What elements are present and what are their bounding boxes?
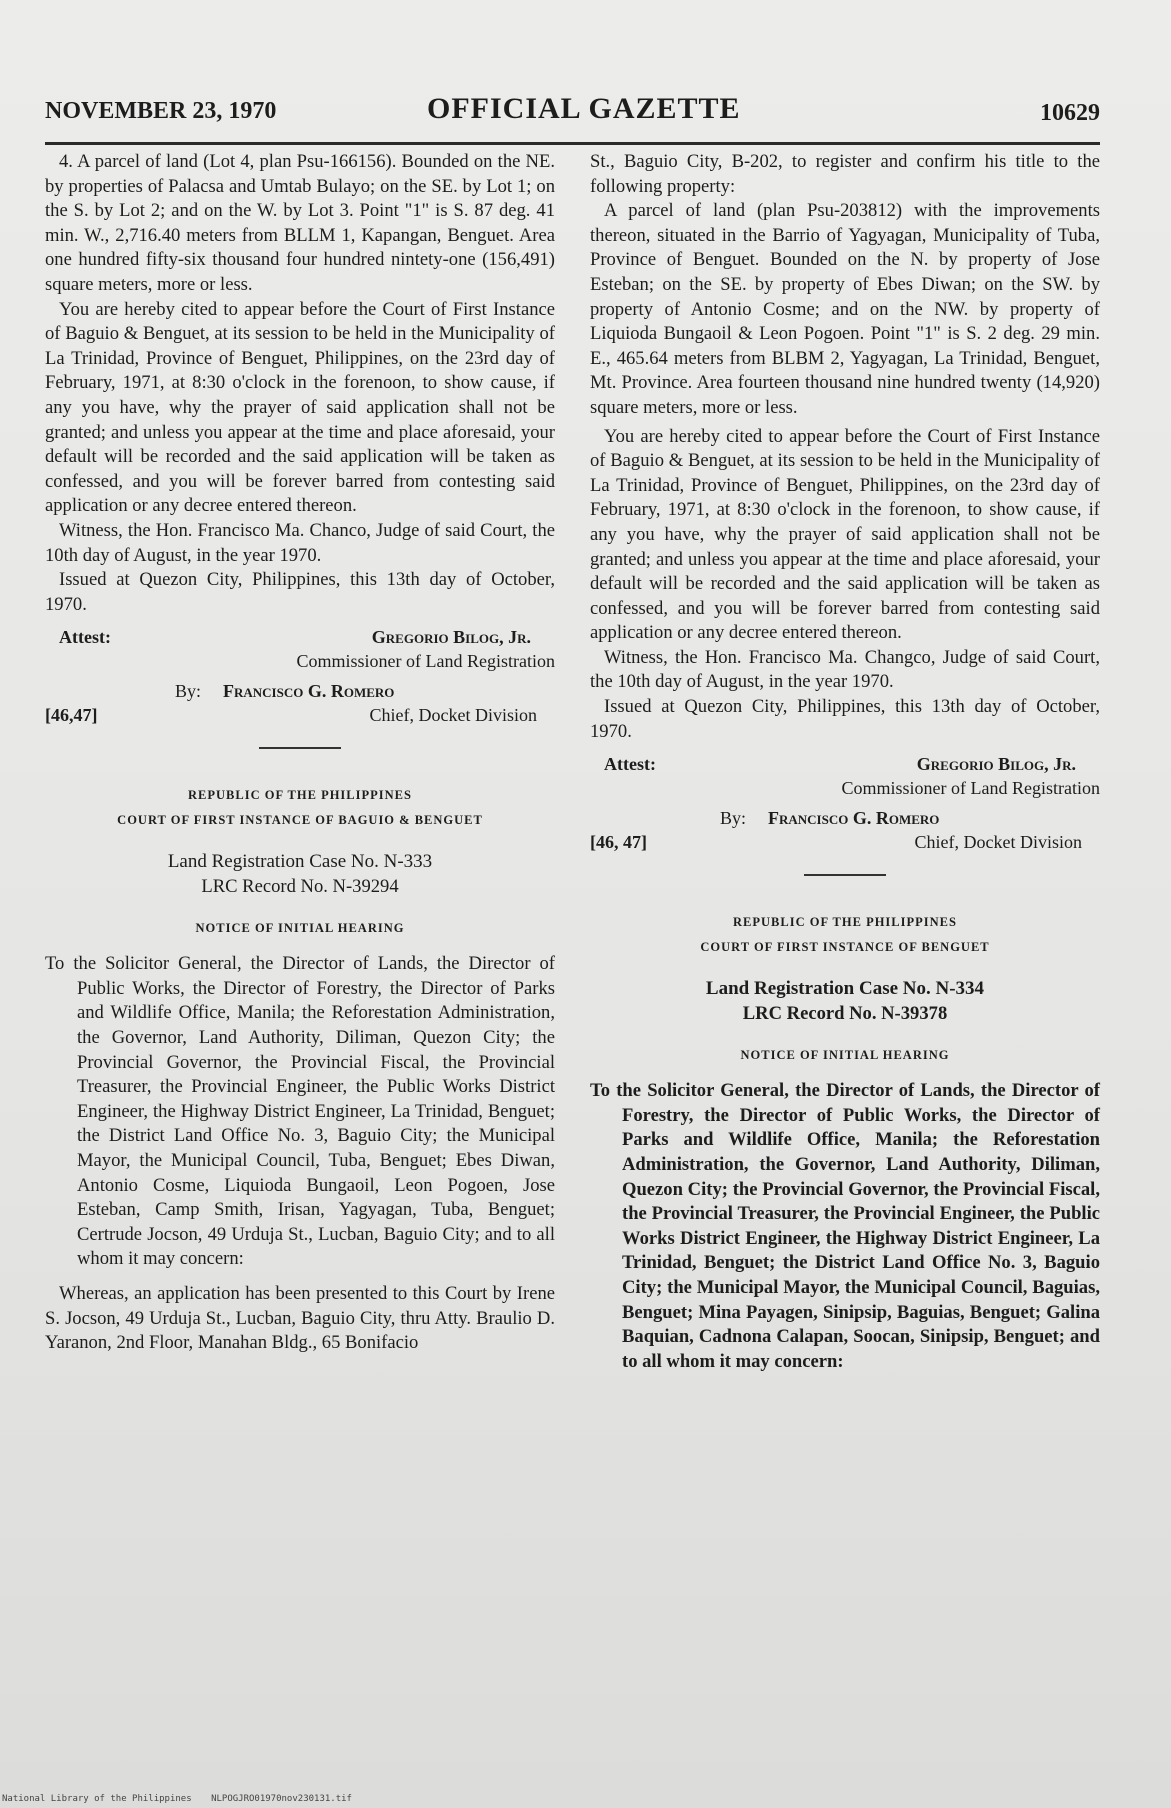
notice-title: NOTICE OF INITIAL HEARING	[195, 920, 405, 935]
reference-code: [46,47]	[45, 705, 98, 726]
issued-paragraph: Issued at Quezon City, Philippines, this 13th day of October, 1970.	[590, 696, 1100, 742]
lot-description: 4. A parcel of land (Lot 4, plan Psu-166156). Bounded on the NE. by properties of Palacsa and Umtab Bulayo; on the SE. by Lot 1; on the S. by Lot 2; and on the W. by Lot 3. Point "1" is S. 87 deg. 41 min. W., 2,716.40 meters from BLLM 1, Kapangan, Benguet. Area one hundred fifty-six thousand four hundred nintety-one (156,491) square meters, more or less.	[45, 151, 555, 295]
attest-label: Attest:	[604, 754, 656, 775]
by-label: By:	[720, 808, 747, 829]
case-number: Land Registration Case No. N-334	[705, 978, 985, 1000]
by-label: By:	[175, 681, 202, 702]
addressees-paragraph: To the Solicitor General, the Director of Lands, the Director of Forestry, the Director of Public Works, the Director of Parks and Wildlife Office, Manila; the Reforestation Administration, the Governor, Land Authority, Diliman, Quezon City; the Provincial Governor, the Provincial Fiscal, the Provincial Treasurer, the Provincial Engineer, the Public Works District Engineer, the Highway District Engineer, La Trinidad, Benguet; the District Land Office No. 3, Baguio City; the Municipal Mayor, the Municipal Council, Baguias, Benguet; Mina Payagen, Sinipsip, Baguias, Benguet; Galina Baquian, Cadnona Calapan, Soocan, Sinipsip, Benguet; and to all whom it may concern:	[590, 1080, 1100, 1372]
chief-title: Chief, Docket Division	[914, 832, 1082, 853]
lrc-record-number: LRC Record No. N-39294	[201, 876, 399, 898]
case-number: Land Registration Case No. N-333	[167, 851, 433, 873]
page-number: 10629	[1040, 100, 1100, 126]
citation-paragraph: You are hereby cited to appear before the Court of First Instance of Baguio & Benguet, at its session to be held in the Municipality of La Trinidad, Province of Benguet, Philippines, on the 23rd day of February, 1971, at 8:30 o'clock in the forenoon, to show cause, if any you have, why the prayer of said application shall not be granted; and unless you appear at the time and place aforesaid, your default will be recorded and the said application will be taken as confessed, and you will be forever barred from contesting said application or any decree entered thereon.	[45, 298, 555, 517]
left-column	[45, 150, 555, 1356]
library-credit: National Library of the Philippines	[2, 1794, 192, 1804]
attest-label: Attest:	[59, 627, 111, 648]
issued-paragraph: Issued at Quezon City, Philippines, this 13th day of October, 1970.	[45, 569, 555, 615]
citation-paragraph: You are hereby cited to appear before the Court of First Instance of Baguio & Benguet, at its session to be held in the Municipality of La Trinidad, Province of Benguet, Philippines, on the 23rd day of February, 1971, at 8:30 o'clock in the forenoon, to show cause, if any you have, why the prayer of said application shall not be granted; and unless you appear at the time and place aforesaid, your default will be recorded and the said application will be taken as confessed, and you will be forever barred from contesting said application or any decree entered thereon.	[590, 425, 1100, 644]
court-heading: COURT OF FIRST INSTANCE OF BENGUET	[700, 939, 990, 954]
right-column	[590, 150, 1100, 1374]
chief-title: Chief, Docket Division	[369, 705, 537, 726]
attest-block	[45, 625, 555, 726]
scan-filename: NLPOGJRO01970nov230131.tif	[211, 1794, 352, 1804]
section-separator	[259, 747, 341, 749]
page-header	[45, 92, 1100, 132]
whereas-paragraph: Whereas, an application has been presented to this Court by Irene S. Jocson, 49 Urduja St., Lucban, Baguio City, thru Atty. Braulio D. Yaranon, 2nd Floor, Manahan Bldg., 65 Bonifacio	[45, 1282, 555, 1354]
commissioner-name: Gregorio Bilog, Jr.	[371, 627, 531, 648]
republic-heading: REPUBLIC OF THE PHILIPPINES	[733, 915, 957, 930]
section-separator	[804, 874, 886, 876]
addressees-paragraph: To the Solicitor General, the Director of Lands, the Director of Public Works, the Director of Forestry, the Director of Parks and Wildlife Office, Manila; the Reforestation Administration, the Governor, Land Authority, Diliman, Quezon City; the Provincial Governor, the Provincial Fiscal, the Provincial Treasurer, the Provincial Engineer, the Public Works District Engineer, the Highway District Engineer, La Trinidad, Benguet; the District Land Office No. 3, Baguio City; the Municipal Mayor, the Municipal Council, Tuba, Benguet; Ebes Diwan, Antonio Cosme, Liquioda Bungaoil, Leon Pogoen, Jose Esteban, Camp Smith, Irisan, Yagyagan, Tuba, Benguet; Certrude Jocson, 49 Urduja St., Lucban, Baguio City; and to all whom it may concern:	[45, 953, 555, 1270]
reference-code: [46, 47]	[590, 832, 647, 853]
parcel-description: A parcel of land (plan Psu-203812) with the improvements thereon, situated in the Barrio of Yagyagan, Municipality of Tuba, Province of Benguet. Bounded on the N. by property of Jose Esteban; on the SE. by property of Ebes Diwan; on the SW. by property of Antonio Cosme; and on the NW. by property of Liquioda Bungaoil & Leon Pogoen. Point "1" is S. 2 deg. 29 min. E., 465.64 meters from BLBM 2, Yagyagan, La Trinidad, Benguet, Mt. Province. Area fourteen thousand nine hundred twenty (14,920) square meters, more or less.	[590, 200, 1100, 418]
publication-title: OFFICIAL GAZETTE	[427, 92, 741, 125]
witness-paragraph: Witness, the Hon. Francisco Ma. Changco, Judge of said Court, the 10th day of August, in the year 1970.	[590, 646, 1100, 693]
lrc-record-number: LRC Record No. N-39378	[742, 1003, 948, 1025]
chief-name: Francisco G. Romero	[768, 808, 940, 829]
commissioner-name: Gregorio Bilog, Jr.	[916, 754, 1076, 775]
attest-block	[590, 752, 1100, 853]
notice-title: NOTICE OF INITIAL HEARING	[740, 1047, 950, 1062]
issue-date: NOVEMBER 23, 1970	[45, 98, 277, 124]
witness-paragraph: Witness, the Hon. Francisco Ma. Chanco, Judge of said Court, the 10th day of August, in the year 1970.	[45, 519, 555, 566]
continuation-paragraph: St., Baguio City, B-202, to register and confirm his title to the following property:	[590, 151, 1100, 197]
court-heading: COURT OF FIRST INSTANCE OF BAGUIO & BENGUET	[117, 812, 483, 827]
scan-footer	[2, 1794, 366, 1804]
commissioner-title: Commissioner of Land Registration	[841, 778, 1100, 799]
header-rule	[45, 142, 1100, 145]
chief-name: Francisco G. Romero	[223, 681, 395, 702]
commissioner-title: Commissioner of Land Registration	[296, 651, 555, 672]
republic-heading: REPUBLIC OF THE PHILIPPINES	[188, 788, 412, 803]
